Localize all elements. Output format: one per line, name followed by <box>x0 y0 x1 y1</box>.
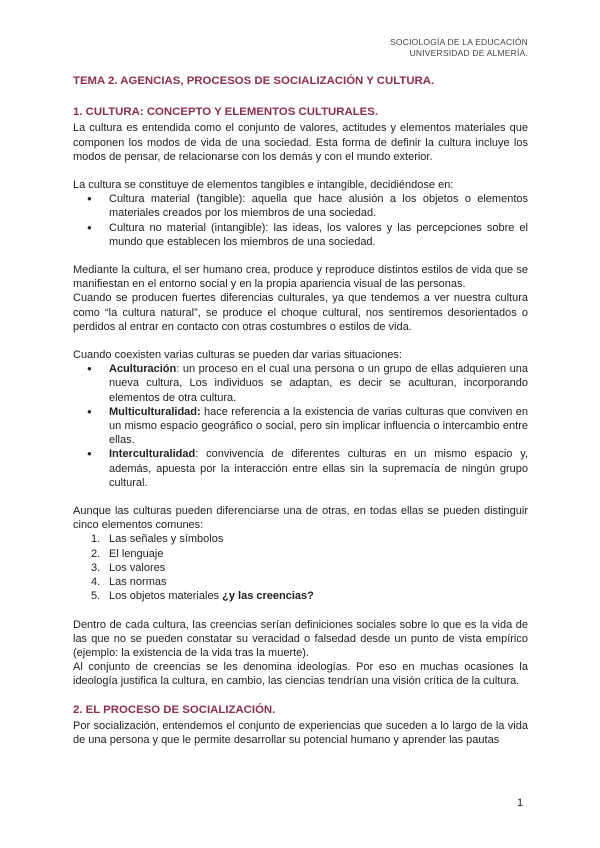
paragraph: Cuando se producen fuertes diferencias culturales, ya que tendemos a ver nuestra cultura como “la cultura natural”, se produce el choque cultural, nos sentiremos desorientados o perdidos al entrar en contacto con otras costumbres o estilos de vida. <box>73 292 528 333</box>
culture-types-list <box>73 192 528 249</box>
list-item <box>109 405 528 448</box>
term-description: hace referencia a la existencia de varias culturas que conviven en un mismo espacio geográfico o social, pero sin implicar influencia o intercambio entre ellas. <box>109 405 528 447</box>
page-header <box>390 37 528 59</box>
list-item <box>109 447 528 490</box>
list-number: 2. <box>91 547 101 560</box>
list-item: ● Cultura no material (intangible): las ideas, los valores y las percepciones sobre el mundo que establecen los miembros de una sociedad. <box>109 221 528 249</box>
term-description: : convivencia de diferentes culturas en un mismo espacio y, además, apuesta por la interacción entre ellas sin la supremacía de ningún grupo cultural. <box>109 448 528 489</box>
paragraph: La cultura se constituye de elementos tangibles e intangible, decidiéndose en: <box>73 179 454 192</box>
term-description: : un proceso en el cual una persona o un grupo de ellas adquieren una nueva cultura, Los individuos se adaptan, es decir se aculturan, incorporando elementos de otra cultura. <box>109 363 528 404</box>
list-item-text: Las señales y símbolos <box>109 533 224 546</box>
list-item <box>91 532 528 546</box>
list-item: ● Cultura material (tangible): aquella que hace alusión a los objetos o elementos materiales creados por los miembros de una sociedad. <box>109 192 528 220</box>
list-number: 1. <box>91 533 101 546</box>
list-item-text: El lenguaje <box>109 547 164 560</box>
list-item <box>91 589 528 603</box>
list-number: 5. <box>91 590 101 603</box>
situations-list <box>73 362 528 490</box>
term: Multiculturalidad: <box>109 405 201 418</box>
section-heading-socializacion: 2. EL PROCESO DE SOCIALIZACIÓN. <box>73 703 276 716</box>
section-heading-cultura: 1. CULTURA: CONCEPTO Y ELEMENTOS CULTURALES. <box>73 106 379 119</box>
list-number: 3. <box>91 561 101 574</box>
term: Aculturación <box>109 363 177 376</box>
paragraph: Mediante la cultura, el ser humano crea, produce y reproduce distintos estilos de vida que se manifiestan en el entorno social y en la propia apariencia visual de las personas. <box>73 264 528 291</box>
term: Interculturalidad <box>109 448 196 461</box>
paragraph: Por socialización, entendemos el conjunto de experiencias que suceden a lo largo de la vida de una persona y que le permite desarrollar su potencial humano y aprender las pautas <box>73 719 528 746</box>
header-course: SOCIOLOGÍA DE LA EDUCACIÓN <box>390 37 528 47</box>
document-title: TEMA 2. AGENCIAS, PROCESOS DE SOCIALIZACIÓN Y CULTURA. <box>73 75 435 87</box>
page-number: 1 <box>517 797 524 809</box>
cultural-elements-list <box>73 532 528 603</box>
list-number: 4. <box>91 576 101 589</box>
list-item-text: Las normas <box>109 576 167 589</box>
list-item <box>91 561 528 575</box>
list-item-text: Los objetos materiales <box>109 590 223 603</box>
paragraph: Cuando coexisten varias culturas se pueden dar varias situaciones: <box>73 349 402 362</box>
paragraph: Dentro de cada cultura, las creencias serían definiciones sociales sobre lo que es la vida de las que no se pueden constatar su veracidad o falsedad desde un punto de vista empírico (ejemplo: la existencia de la vida tras la muerte). <box>73 618 528 659</box>
header-university: UNIVERSIDAD DE ALMERÍA. <box>409 48 528 58</box>
list-item <box>91 547 528 561</box>
list-item <box>109 362 528 405</box>
emphasis-question: ¿y las creencias? <box>222 590 314 603</box>
paragraph: La cultura es entendida como el conjunto de valores, actitudes y elementos materiales que componen los modos de vida de una sociedad. Esta forma de definir la cultura incluye los modos de pensar, de relacionarse con los demás y con el mundo exterior. <box>73 122 528 163</box>
paragraph: Aunque las culturas pueden diferenciarse una de otras, en todas ellas se pueden distinguir cinco elementos comunes: <box>73 505 528 532</box>
list-item-text: Los valores <box>109 561 166 574</box>
paragraph: Al conjunto de creencias se les denomina ideologías. Por eso en muchas ocasiones la ideología justifica la cultura, en cambio, las ciencias tendrían una visión crítica de la cultura. <box>73 661 528 688</box>
document-body <box>73 74 528 747</box>
list-item <box>91 575 528 589</box>
